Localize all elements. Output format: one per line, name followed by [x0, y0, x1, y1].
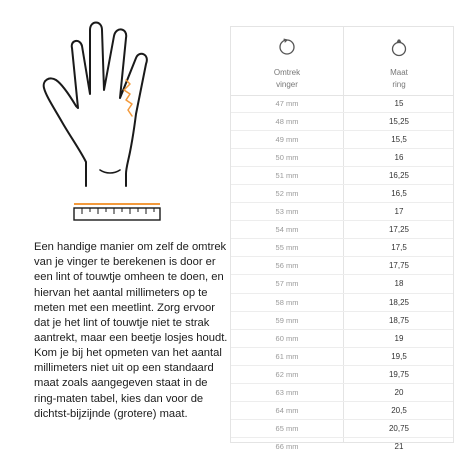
ring-size-cell: 18,25 [388, 297, 410, 307]
table-row [231, 239, 453, 257]
ring-size-cell: 16 [394, 153, 404, 163]
finger-circumference-cell: 47 mm [275, 99, 299, 108]
header-finger-line1: Omtrek [273, 68, 301, 77]
table-row [231, 366, 453, 384]
ring-size-cell: 17,25 [388, 225, 410, 235]
table-row [231, 384, 453, 402]
header-label-finger [231, 67, 343, 91]
finger-circumference-cell: 56 mm [275, 261, 299, 271]
header-finger-line2: vinger [276, 80, 298, 89]
instructions-paragraph-2: Kom je bij het opmeten van het aantal millimeters niet uit op een standaard maat zoals aangegeven staat in de ring-maten tabel, kies dan voor de dichtst-bijzijnde (grotere) maat. [34, 347, 222, 420]
table-row [231, 294, 453, 312]
table-row [231, 420, 453, 438]
ring-size-cell: 17,75 [388, 261, 410, 271]
finger-circumference-cell: 55 mm [275, 243, 299, 253]
hand-illustration-icon [40, 18, 180, 196]
finger-circumference-cell: 65 mm [275, 423, 299, 433]
table-row [231, 438, 453, 456]
table-row [231, 221, 453, 239]
finger-circumference-cell: 50 mm [275, 153, 299, 163]
finger-circumference-cell: 58 mm [275, 297, 299, 307]
ring-icon [388, 36, 410, 58]
finger-circumference-cell: 52 mm [275, 189, 299, 199]
header-finger-circumference [231, 27, 343, 95]
instructions-paragraph-1: Een handige manier om zelf de omtrek van je vinger te berekenen is door er een lint of touwtje omheen te doen, en hiervan het aantal millimeters op te meten met een meetlint. Zorg ervoor dat je het lint of touwtje niet te strak aantrekt, maar een beetje losjes houdt. [34, 241, 228, 345]
finger-circumference-cell: 61 mm [275, 351, 299, 361]
table-row [231, 330, 453, 348]
finger-circumference-cell: 49 mm [275, 135, 299, 145]
finger-circumference-cell: 53 mm [275, 207, 299, 217]
finger-circumference-cell: 60 mm [275, 333, 299, 343]
illustration-panel [0, 0, 228, 465]
ring-size-cell: 15,5 [391, 135, 407, 145]
header-ring-line2: ring [392, 80, 406, 89]
finger-circumference-cell: 62 mm [275, 369, 299, 379]
ring-size-cell: 18 [394, 279, 404, 289]
finger-circumference-cell: 57 mm [275, 279, 299, 289]
ring-size-cell: 16,5 [391, 189, 407, 199]
finger-circumference-cell: 59 mm [275, 315, 299, 325]
ring-size-cell: 20,75 [388, 423, 410, 433]
table-row [231, 257, 453, 275]
finger-circumference-icon [276, 36, 298, 58]
table-row [231, 167, 453, 185]
ring-size-cell: 20 [394, 387, 404, 397]
ring-size-cell: 18,75 [388, 315, 410, 325]
table-row [231, 149, 453, 167]
finger-circumference-cell: 48 mm [275, 117, 299, 127]
table-row [231, 131, 453, 149]
finger-circumference-cell: 63 mm [275, 387, 299, 397]
ring-size-cell: 19,75 [388, 369, 410, 379]
finger-circumference-cell: 51 mm [275, 171, 299, 181]
table-row [231, 402, 453, 420]
header-label-ring [343, 67, 455, 91]
ring-size-table [230, 26, 454, 451]
table-body [231, 95, 453, 456]
table-row [231, 185, 453, 203]
ring-size-cell: 15,25 [388, 117, 410, 127]
header-ring-size [343, 27, 455, 95]
ring-size-cell: 16,25 [388, 171, 410, 181]
ring-size-cell: 19,5 [391, 351, 407, 361]
ring-size-cell: 21 [394, 441, 404, 451]
table-row [231, 312, 453, 330]
finger-circumference-cell: 66 mm [275, 441, 299, 451]
measuring-tape-icon [72, 200, 162, 222]
ring-size-cell: 19 [394, 333, 404, 343]
table-row [231, 203, 453, 221]
ring-size-cell: 15 [394, 99, 404, 108]
finger-circumference-cell: 64 mm [275, 405, 299, 415]
ring-size-cell: 20,5 [391, 405, 407, 415]
table-row [231, 275, 453, 293]
ring-size-cell: 17,5 [391, 243, 407, 253]
finger-circumference-cell: 54 mm [275, 225, 299, 235]
header-ring-line1: Maat [390, 68, 408, 77]
table-row [231, 95, 453, 113]
table-header [231, 27, 453, 96]
ring-size-cell: 17 [394, 207, 404, 217]
table-row [231, 113, 453, 131]
table-row [231, 348, 453, 366]
